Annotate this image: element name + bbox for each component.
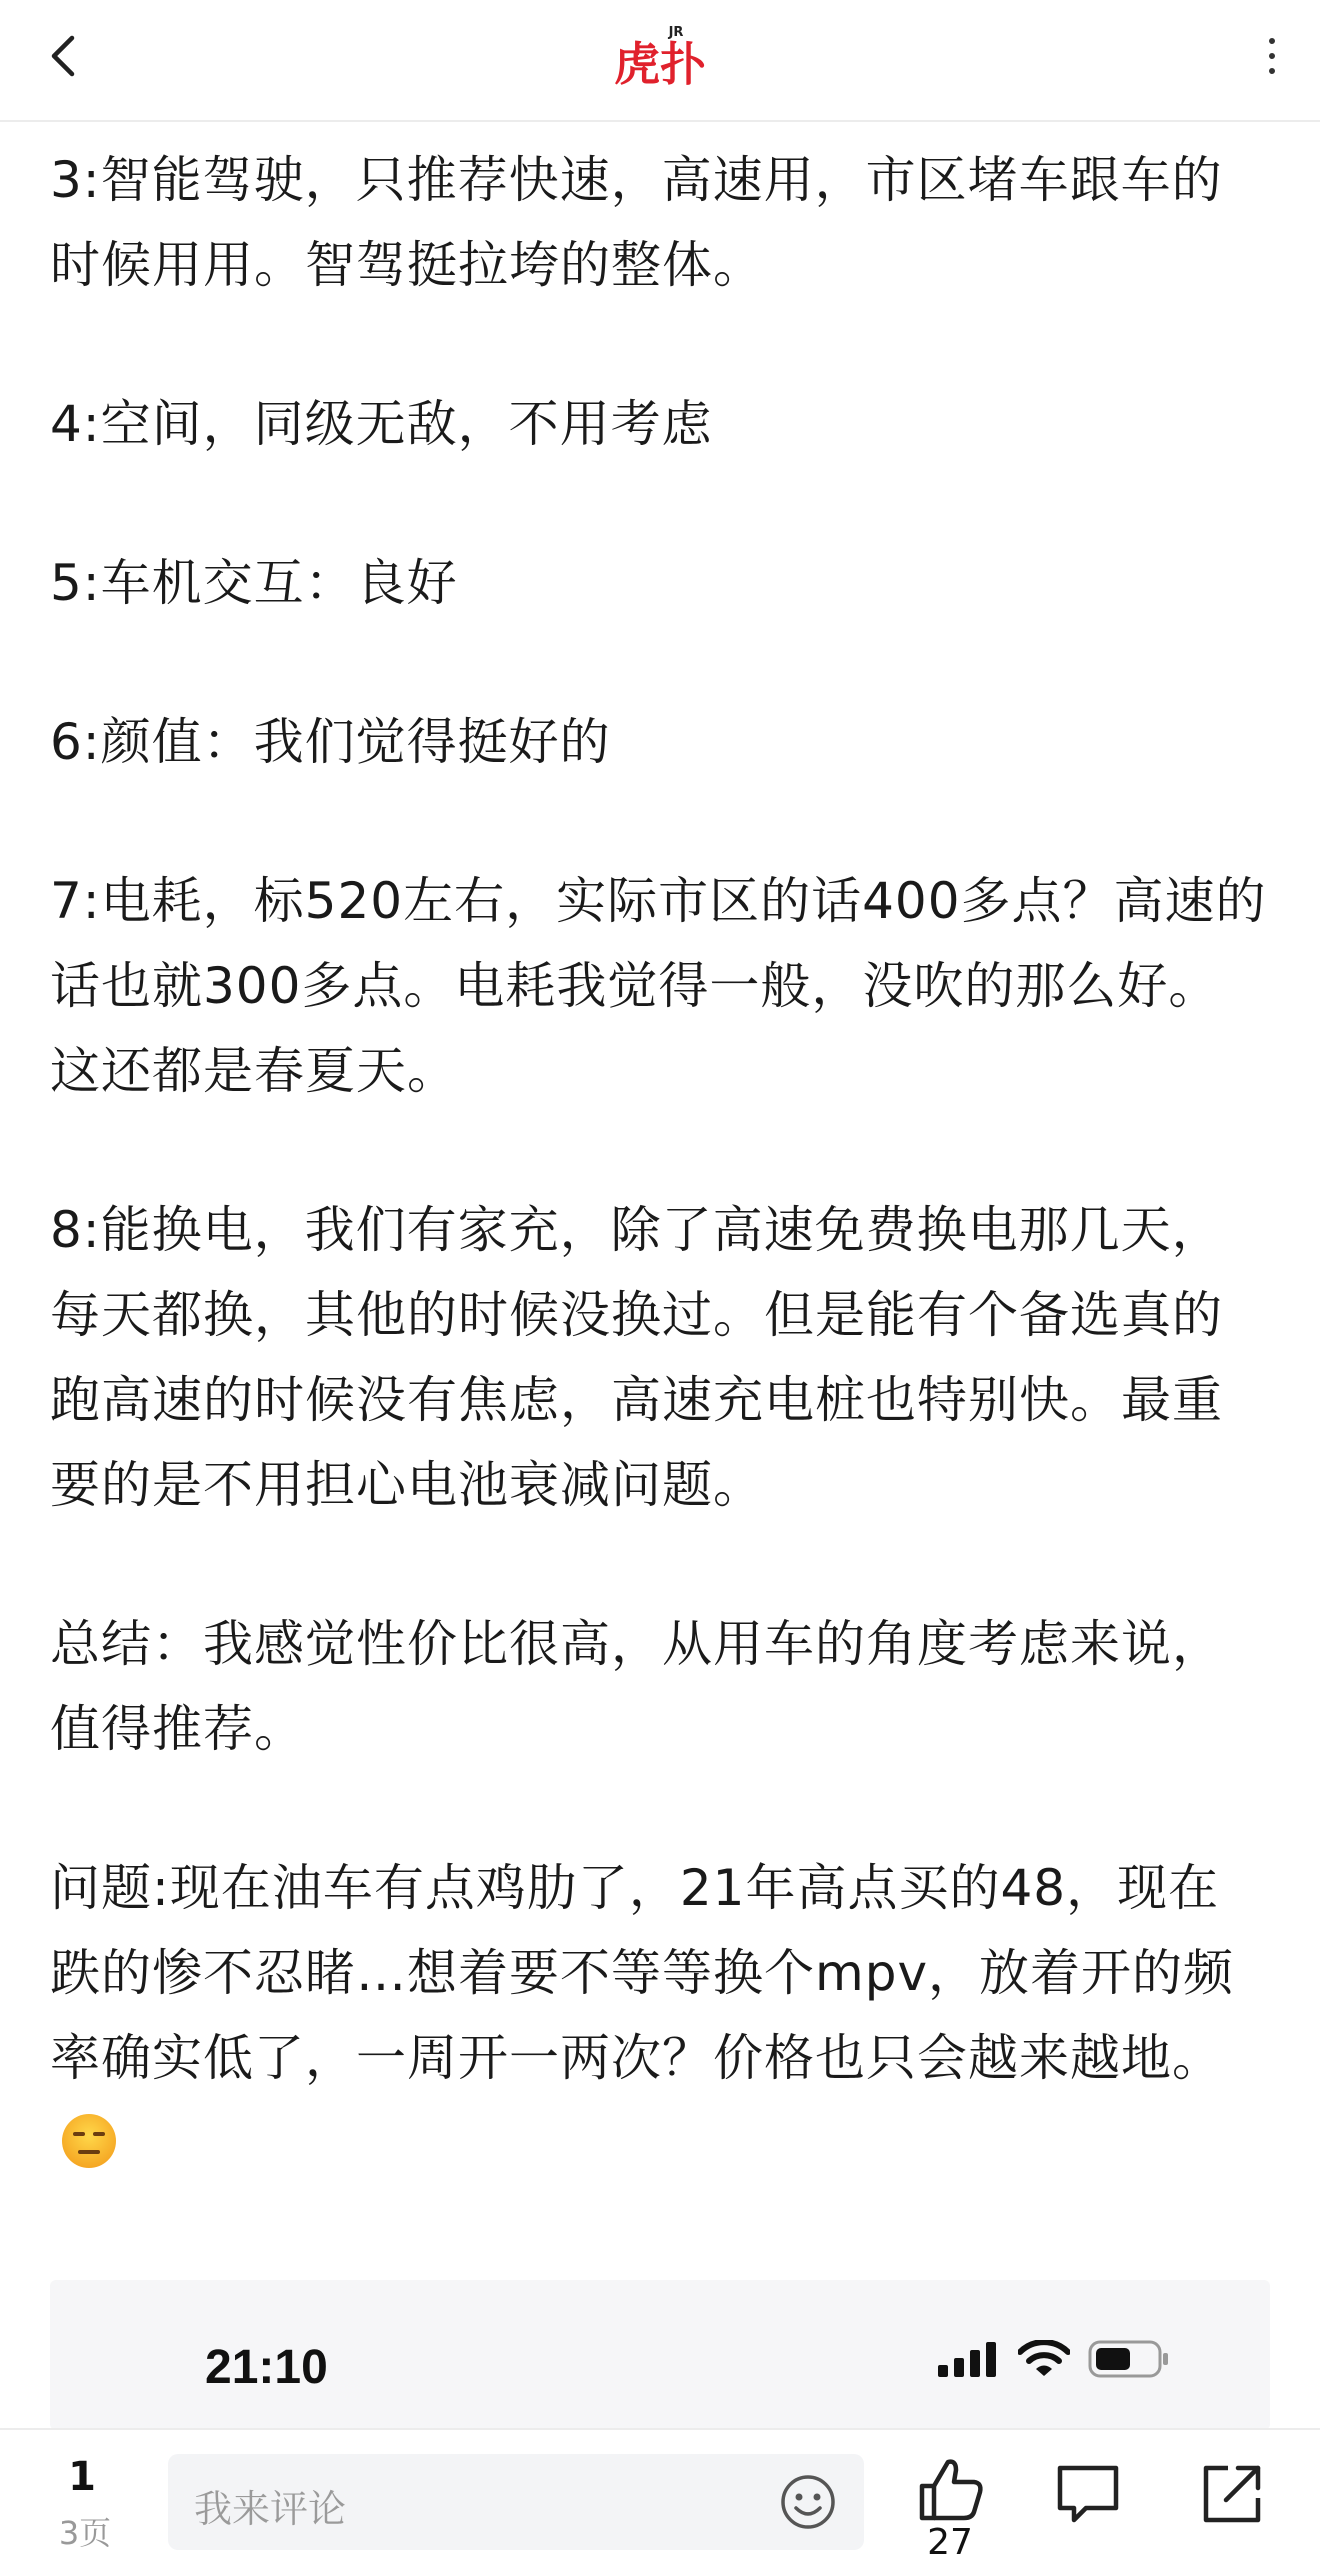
share-button[interactable]	[1192, 2454, 1272, 2534]
comments-button[interactable]	[1048, 2454, 1128, 2534]
top-nav-bar	[0, 0, 1320, 122]
back-button[interactable]	[36, 28, 92, 84]
paragraph-question-text: 问题:现在油车有点鸡肋了，21年高点买的48，现在跌的惨不忍睹…想着要不等等换个mpv，放着开的频率确实低了，一周开一两次？价格也只会越来越地。	[50, 1859, 1235, 2087]
paragraph-smart-driving: 3:智能驾驶，只推荐快速，高速用，市区堵车跟车的时候用用。智驾挺拉垮的整体。	[50, 151, 1223, 294]
more-vertical-icon	[1269, 38, 1275, 74]
wifi-icon	[1018, 2340, 1070, 2378]
expressionless-face-emoji	[60, 2111, 118, 2196]
embedded-status-time: 21:10	[205, 2341, 328, 2394]
battery-icon	[1088, 2340, 1170, 2378]
comment-placeholder: 我来评论	[194, 2487, 347, 2531]
total-pages: 3页	[58, 2514, 112, 2552]
back-chevron-icon	[44, 28, 84, 84]
more-button[interactable]	[1244, 28, 1300, 84]
paragraph-space: 4:空间，同级无敌，不用考虑	[50, 395, 713, 453]
thumbs-up-icon	[912, 2450, 992, 2530]
comment-icon	[1048, 2454, 1128, 2534]
share-icon	[1192, 2454, 1272, 2534]
embedded-screenshot[interactable]	[50, 2280, 1270, 2430]
emoji-button[interactable]	[778, 2472, 838, 2532]
signal-icon	[936, 2341, 1000, 2377]
current-page: 1	[68, 2454, 96, 2500]
emoji-icon	[778, 2472, 838, 2532]
paragraph-summary: 总结：我感觉性价比很高，从用车的角度考虑来说，值得推荐。	[50, 1615, 1223, 1758]
paragraph-infotainment: 5:车机交互：良好	[50, 554, 458, 612]
paragraph-appearance: 6:颜值：我们觉得挺好的	[50, 713, 611, 771]
hupu-logo	[610, 18, 710, 98]
paragraph-battery-swap: 8:能换电，我们有家充，除了高速免费换电那几天，每天都换，其他的时候没换过。但是能有个备选真的跑高速的时候没有焦虑，高速充电桩也特别快。最重要的是不用担心电池衰减问题。	[50, 1201, 1223, 1514]
svg-text:虎扑: 虎扑	[614, 37, 706, 91]
paragraph-question	[50, 1846, 1270, 2196]
svg-text:JR: JR	[668, 25, 684, 40]
comment-input[interactable]	[168, 2454, 864, 2550]
paragraph-energy-consumption: 7:电耗，标520左右，实际市区的话400多点？高速的话也就300多点。电耗我觉得一般，没吹的那么好。这还都是春夏天。	[50, 872, 1267, 1100]
bottom-action-bar	[0, 2428, 1320, 2570]
article-body	[50, 138, 1270, 2196]
like-count: 27	[927, 2522, 973, 2563]
like-button[interactable]	[912, 2450, 992, 2530]
embedded-status-icons	[936, 2340, 1170, 2378]
